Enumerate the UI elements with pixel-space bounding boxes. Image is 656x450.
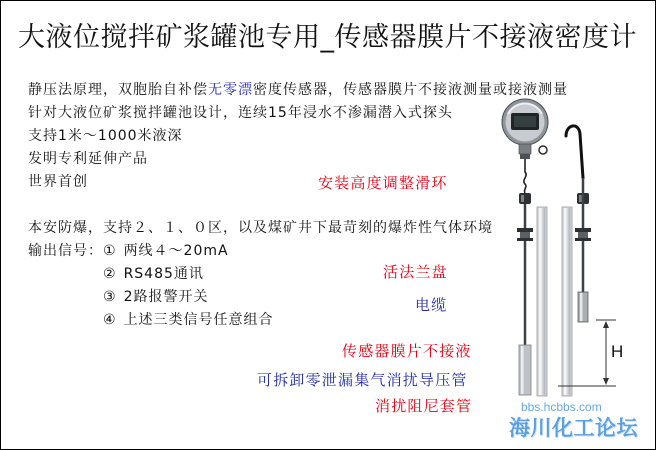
- principle-tail-text: 密度传感器，传感器膜片不接液测量或接液测量: [253, 82, 568, 98]
- feature-list: [28, 79, 568, 332]
- callout-flange-label: 活法兰盘: [383, 263, 448, 281]
- feature-line-world-first: 世界首创: [28, 174, 88, 190]
- output-signal-indent: [28, 309, 103, 332]
- output-signal-list: [28, 240, 568, 332]
- output-signal-text: RS485通讯: [123, 266, 204, 282]
- feature-line-explosion-proof: 本安防爆，支持２、１、０区，以及煤矿井下最苛刻的爆炸性气体环境: [28, 220, 493, 236]
- principle-lead-text: 静压法原理，双胞胎自补偿: [28, 82, 208, 98]
- callout-damping-sleeve-label: 消扰阻尼套管: [375, 397, 473, 415]
- right-sensor-highlight: [580, 293, 583, 321]
- page-title: 大液位搅拌矿浆罐池专用_传感器膜片不接液密度计: [18, 22, 637, 53]
- right-cable: [566, 126, 583, 178]
- left-sleeve-body: [519, 345, 531, 395]
- right-sensor-body: [578, 292, 588, 322]
- feature-line-principle: [28, 79, 568, 102]
- output-signal-row: [28, 309, 568, 332]
- watermark-url: bbs.hcbbs.com: [521, 400, 602, 414]
- spacer: [28, 194, 568, 217]
- feature-line-depth: 支持1米～1000米液深: [28, 128, 183, 144]
- callout-sliding-ring-label: 安装高度调整滑环: [318, 174, 448, 192]
- output-signal-label: 输出信号：: [28, 243, 103, 259]
- dimension-arrow-top: [603, 321, 609, 328]
- output-signal-text: 两线４～20mA: [123, 243, 229, 259]
- output-signal-indent: [28, 286, 103, 309]
- right-flange-top: [575, 228, 591, 232]
- zero-drift-highlight: 无零漂: [208, 82, 253, 98]
- output-signal-marker: ②: [103, 266, 117, 282]
- callout-pressure-pipe-label: 可拆卸零泄漏集气消扰导压管: [257, 371, 468, 389]
- right-flange-bottom: [575, 238, 591, 241]
- output-signal-marker: ①: [103, 243, 117, 259]
- right-ring-highlight: [579, 195, 582, 202]
- feature-line-patent: 发明专利延伸产品: [28, 151, 148, 167]
- right-pipe-shade: [569, 208, 571, 395]
- dimension-arrow-bottom: [603, 378, 609, 385]
- callout-membrane-label: 传感器膜片不接液: [342, 342, 472, 360]
- dimension-h-label: H: [611, 342, 624, 361]
- output-signal-row: [28, 263, 568, 286]
- output-signal-indent: [28, 263, 103, 286]
- output-signal-marker: ③: [103, 289, 117, 305]
- watermark-forum-name: 海川化工论坛: [509, 416, 638, 440]
- left-damping-sleeve: [519, 345, 531, 395]
- right-flange-hub: [578, 232, 588, 238]
- left-sleeve-highlight: [521, 346, 524, 394]
- callout-cable-label: 电缆: [415, 296, 448, 314]
- right-flange: [575, 228, 591, 241]
- output-signal-row: [28, 240, 568, 263]
- feature-line-design: 针对大液位矿浆搅拌罐池设计，连续15年浸水不渗漏潜入式探头: [28, 105, 453, 121]
- output-signal-text: 2路报警开关: [123, 289, 209, 305]
- right-sensor-housing: [578, 292, 588, 322]
- output-signal-row: [28, 286, 568, 309]
- output-signal-text: 上述三类信号任意组合: [123, 312, 274, 328]
- output-signal-marker: ④: [103, 312, 117, 328]
